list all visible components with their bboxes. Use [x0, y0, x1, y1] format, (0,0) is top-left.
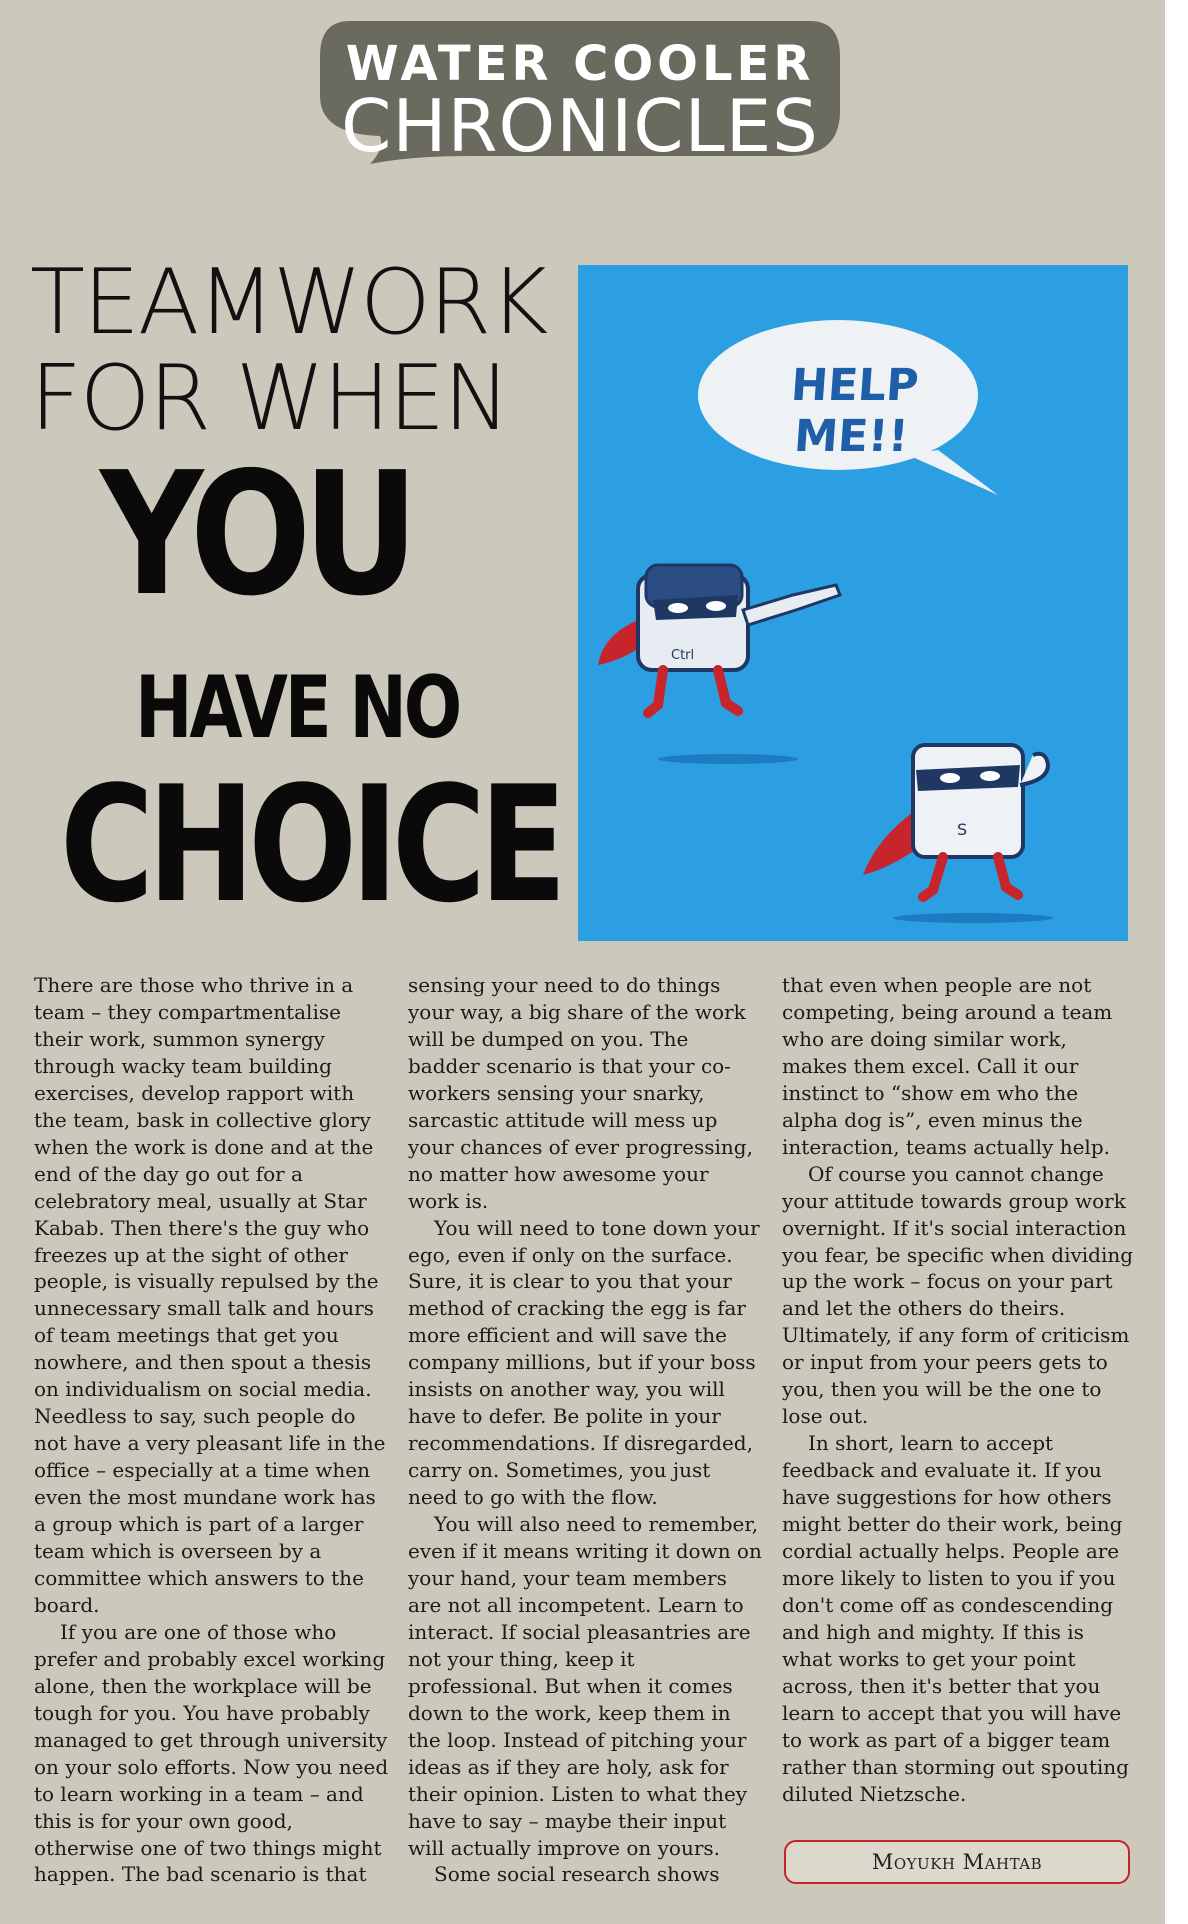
superhero-keys-illustration — [578, 265, 1128, 941]
paragraph: sensing your need to do things your way, a big share of the work will be dumped on you. The badder scenario is that your co-workers sensing your snarky, sarcastic attitude will mess up your chances of ever progressing, no matter how awesome your work is. — [408, 973, 753, 1213]
masthead-line2: CHRONICLES — [341, 84, 819, 168]
author-byline: Moyukh Mahtab — [784, 1840, 1130, 1884]
masthead-line1: WATER COOLER — [345, 36, 815, 92]
paragraph: Some social research shows — [434, 1862, 720, 1887]
paragraph: You will also need to remember, even if it means writing it down on your hand, your team members are not all incompetent. Learn to interact. If social pleasantries are not your thing, keep it professional. But when it comes down to the work, keep them in the loop. Instead of pitching your ideas as if they are holy, ask for their opinion. Listen to what they have to say – maybe their input will actually improve on yours. — [408, 1512, 762, 1860]
s-key-label: S — [957, 820, 968, 839]
s-key-hero-icon — [863, 745, 1048, 897]
article-column-3 — [782, 972, 1138, 1808]
ctrl-key-label: Ctrl — [671, 648, 695, 663]
paragraph: Of course you cannot change your attitude towards group work overnight. If it's social interaction you fear, be specific when dividing up the work – focus on your part and let the others do theirs. Ultimately, if any form of criticism or input from your peers gets to you, then you will be the one to lose out. — [782, 1161, 1134, 1429]
help-me-text: HELP ME!! — [789, 360, 921, 462]
article-column-2 — [408, 972, 764, 1888]
paragraph: There are those who thrive in a team – they compartmentalise their work, summon synergy through wacky team building exercises, develop rapport with the team, bask in collective glory when the work is done and at the end of the day go out for a celebratory meal, usually at Star Kabab. Then there's the guy who freezes up at the sight of other people, is visually repulsed by the unnecessary small talk and hours of team meetings that get you nowhere, and then spout a thesis on individualism on social media. Needless to say, such people do not have a very pleasant life in the office – especially at a time when even the most mundane work has a group which is part of a larger team which is overseen by a committee which answers to the board. — [34, 973, 386, 1617]
headline-line1: TEAMWORK — [30, 250, 547, 355]
page-margin — [1165, 0, 1188, 1924]
paragraph: You will need to tone down your ego, even if only on the surface. Sure, it is clear to you that your method of cracking the egg is far more efficient and will save the company millions, but if your boss insists on another way, you will have to defer. Be polite in your recommendations. If disregarded, carry on. Sometimes, you just need to go with the flow. — [408, 1215, 760, 1510]
paragraph: that even when people are not competing, being around a team who are doing similar work, makes them excel. Call it our instinct to “show em who the alpha dog is”, even minus the interaction, teams actually help. — [782, 973, 1113, 1159]
headline-line5: CHOICE — [60, 751, 561, 938]
headline-line4: HAVE NO — [135, 658, 460, 758]
headline-line3: YOU — [100, 436, 411, 634]
article-headline — [30, 250, 561, 938]
ctrl-key-hero-icon — [598, 565, 840, 713]
column-masthead — [310, 16, 850, 166]
article-column-1 — [34, 972, 390, 1888]
headline-line2: FOR WHEN — [30, 346, 509, 451]
paragraph: If you are one of those who prefer and probably excel working alone, then the workplace will be tough for you. You have probably managed to get through university on your solo efforts. Now you need to learn working in a team – and this is for your own good, otherwise one of two things might happen. The bad scenario is that — [34, 1619, 389, 1887]
paragraph: In short, learn to accept feedback and evaluate it. If you have suggestions for how others might better do their work, being cordial actually helps. People are more likely to listen to you if you don't come off as condescending and high and mighty. If this is what works to get your point across, then it's better that you learn to accept that you will have to work as part of a bigger team rather than storming out spouting diluted Nietzsche. — [782, 1431, 1129, 1806]
